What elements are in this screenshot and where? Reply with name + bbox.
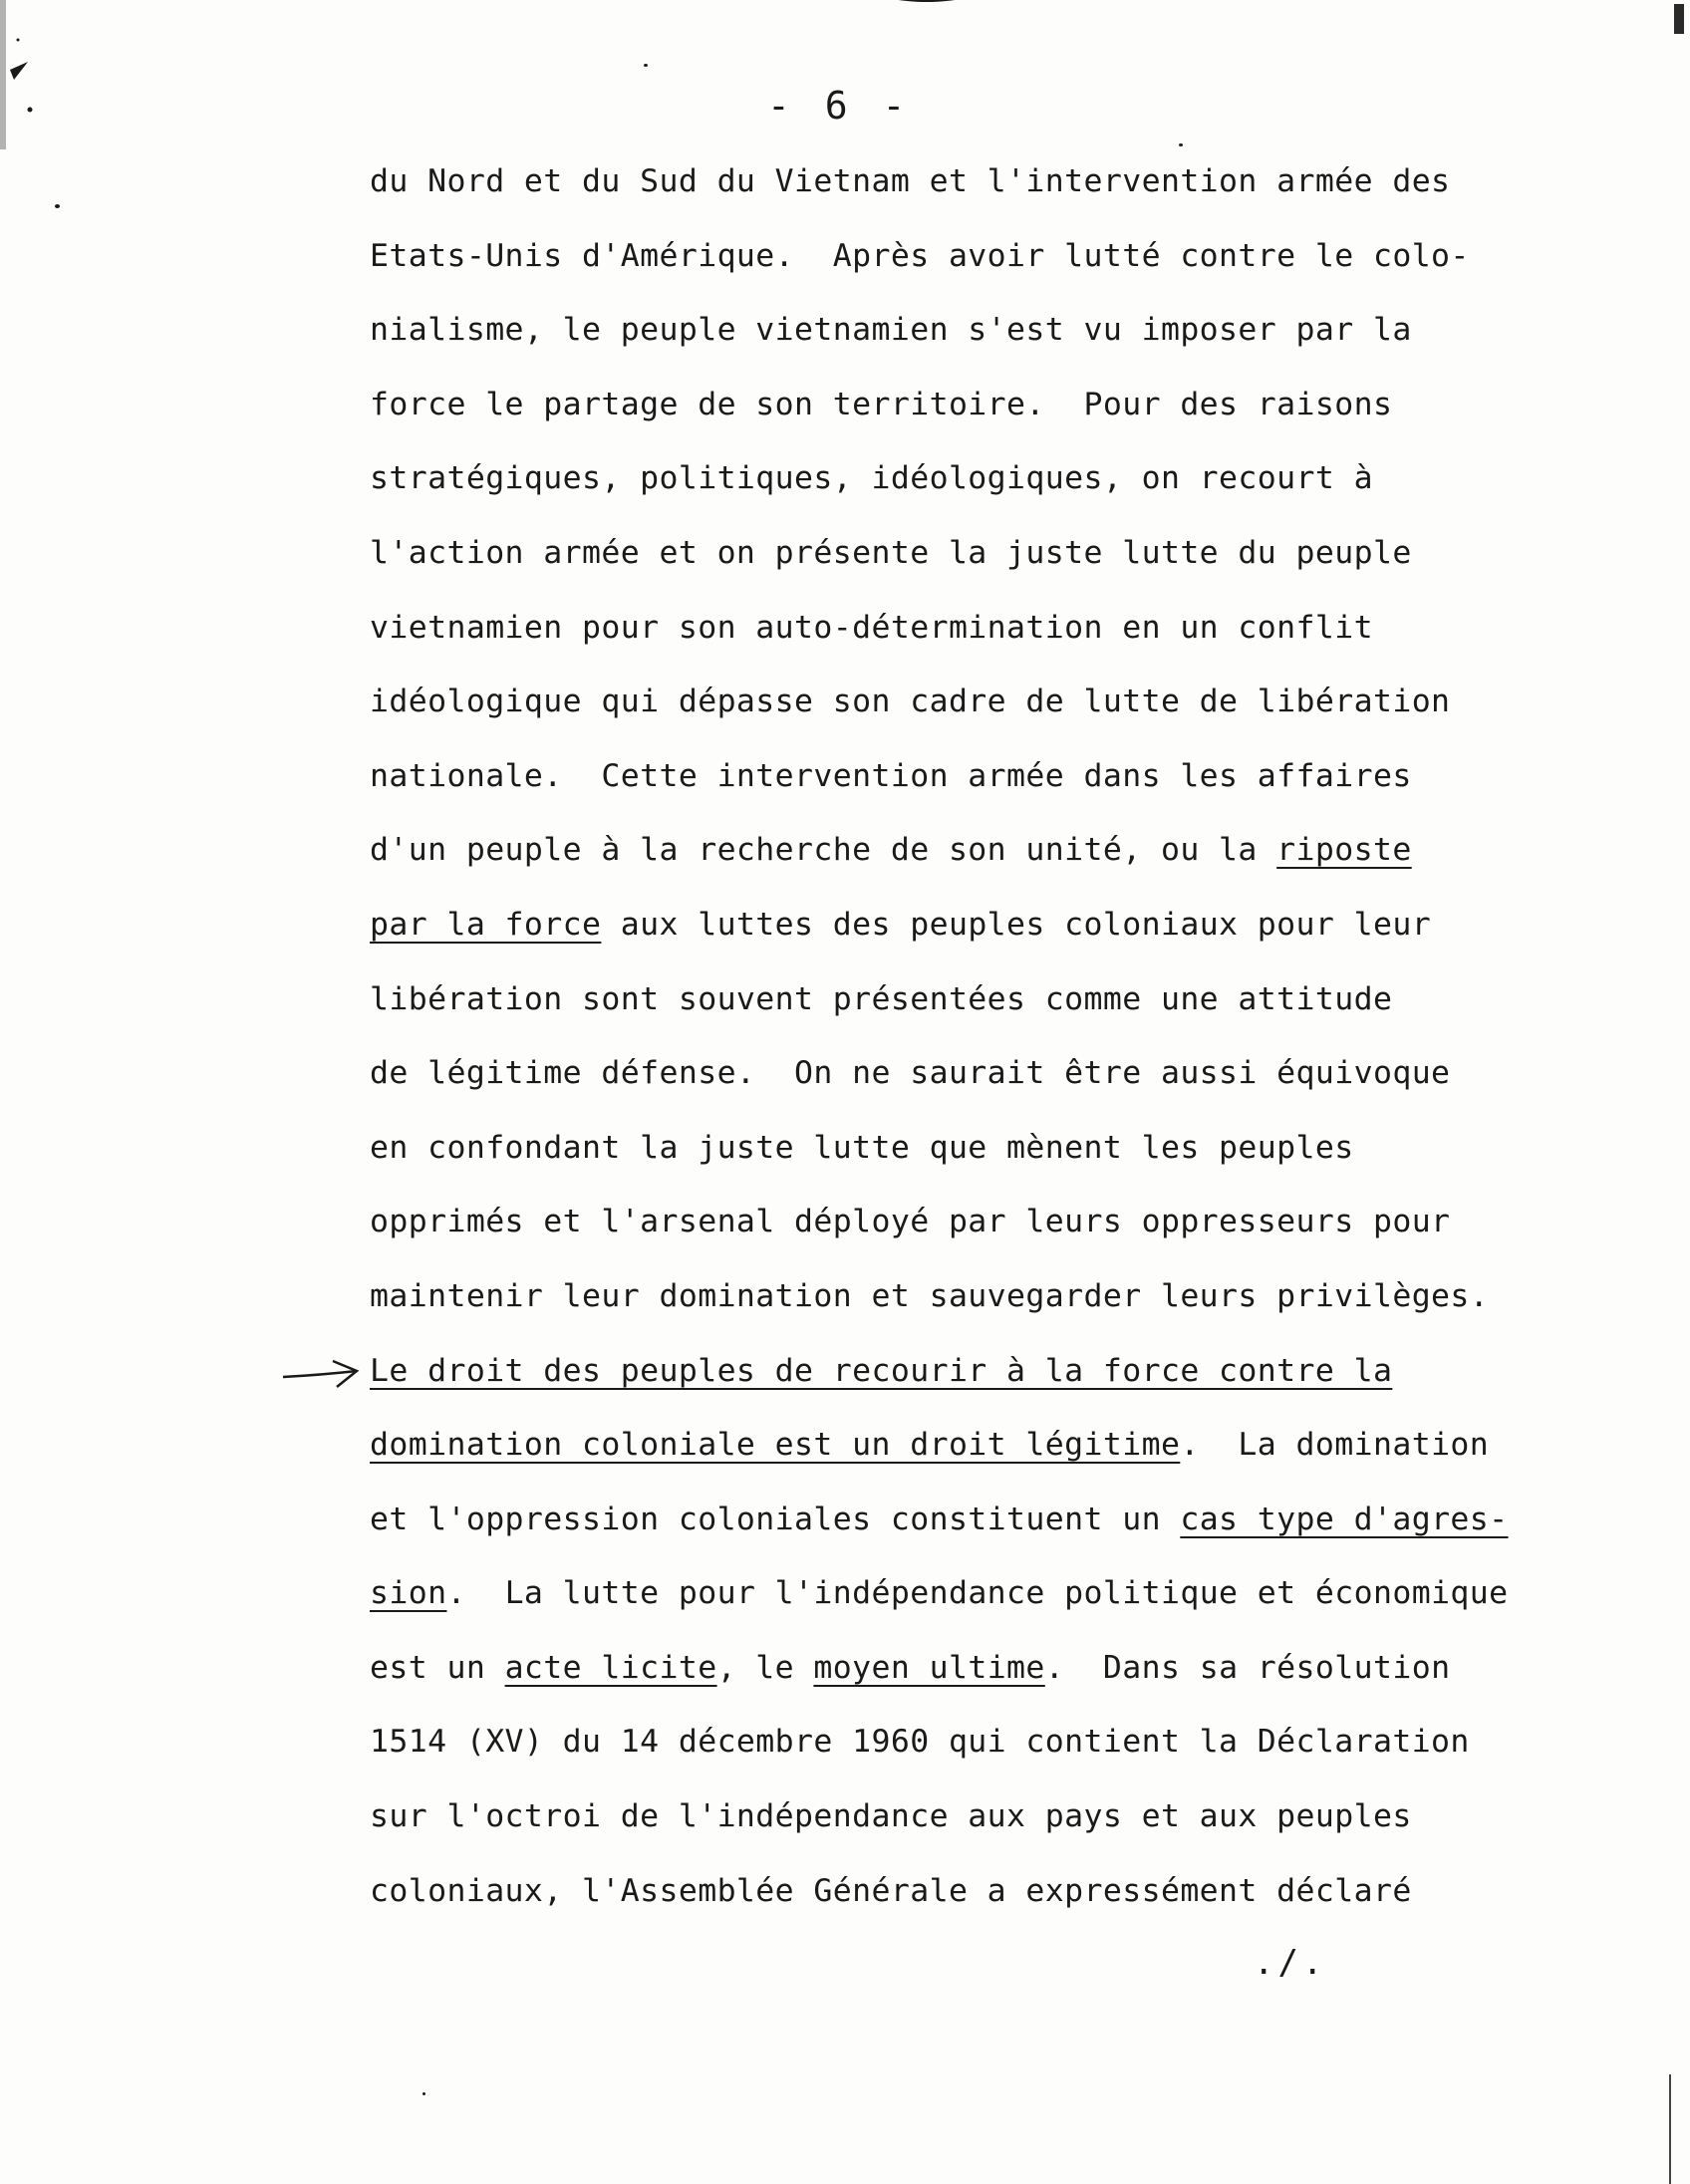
margin-arrow-icon: [281, 1357, 361, 1397]
scan-speck: [1179, 143, 1183, 146]
underlined-phrase: riposte: [1276, 832, 1412, 869]
page-number: - 6 -: [767, 84, 912, 128]
scan-artifact-top-right: [1660, 0, 1690, 40]
scan-artifact-bottom-right: [1660, 2074, 1680, 2184]
underlined-phrase: acte licite: [504, 1649, 717, 1686]
underlined-phrase: Le droit des peuples de recourir à la force contre la: [370, 1352, 1393, 1389]
underlined-phrase: domination coloniale est un droit légitime: [370, 1427, 1181, 1464]
text-line: opprimés et l'arsenal déployé par leurs oppresseurs pour: [370, 1204, 1451, 1240]
text-line: [370, 1341, 1565, 1416]
text-line: l'action armée et on présente la juste lutte du peuple: [370, 534, 1412, 571]
text-line: d'un peuple à la recherche de son unité, ou la riposte: [370, 832, 1412, 869]
text-line: sion. La lutte pour l'indépendance politique et économique: [370, 1575, 1509, 1612]
text-line: nialisme, le peuple vietnamien s'est vu imposer par la: [370, 312, 1412, 349]
text-line: 1514 (XV) du 14 décembre 1960 qui contient la Déclaration: [370, 1724, 1470, 1761]
text-line: force le partage de son territoire. Pour des raisons: [370, 386, 1393, 422]
scan-speck: [422, 2092, 425, 2095]
text-line: en confondant la juste lutte que mènent les peuples: [370, 1129, 1354, 1166]
text-line: vietnamien pour son auto-détermination en un conflit: [370, 609, 1373, 646]
scan-speck: [644, 64, 648, 67]
text-line: libération sont souvent présentées comme une attitude: [370, 980, 1393, 1017]
scan-speck: [55, 204, 60, 208]
text-line: nationale. Cette intervention armée dans les affaires: [370, 757, 1412, 794]
text-line: domination coloniale est un droit légitime. La domination: [370, 1427, 1490, 1464]
text-line: stratégiques, politiques, idéologiques, on recourt à: [370, 460, 1373, 497]
text-line: coloniaux, l'Assemblée Générale a expressément déclaré: [370, 1872, 1412, 1909]
underlined-phrase: par la force: [370, 906, 602, 943]
scan-artifact-top: [817, 0, 1026, 12]
underlined-phrase: moyen ultime: [813, 1649, 1045, 1686]
continuation-mark: ./.: [1254, 1943, 1327, 1983]
text-line: est un acte licite, le moyen ultime. Dans sa résolution: [370, 1649, 1451, 1686]
text-line: et l'oppression coloniales constituent un cas type d'agres-: [370, 1501, 1509, 1537]
scan-artifact-left-edge: [0, 0, 40, 149]
text-line: par la force aux luttes des peuples coloniaux pour leur: [370, 906, 1432, 943]
underlined-phrase: sion: [370, 1575, 447, 1612]
text-line: sur l'octroi de l'indépendance aux pays et aux peuples: [370, 1798, 1412, 1835]
body-text: [370, 151, 1565, 1935]
text-line: du Nord et du Sud du Vietnam et l'intervention armée des: [370, 163, 1451, 199]
text-line: de légitime défense. On ne saurait être aussi équivoque: [370, 1055, 1451, 1092]
underlined-phrase: cas type d'agres-: [1180, 1501, 1509, 1537]
text-line: Etats-Unis d'Amérique. Après avoir lutté contre le colo-: [370, 237, 1470, 274]
text-line: maintenir leur domination et sauvegarder leurs privilèges.: [370, 1277, 1490, 1314]
text-line: idéologique qui dépasse son cadre de lutte de libération: [370, 683, 1451, 720]
